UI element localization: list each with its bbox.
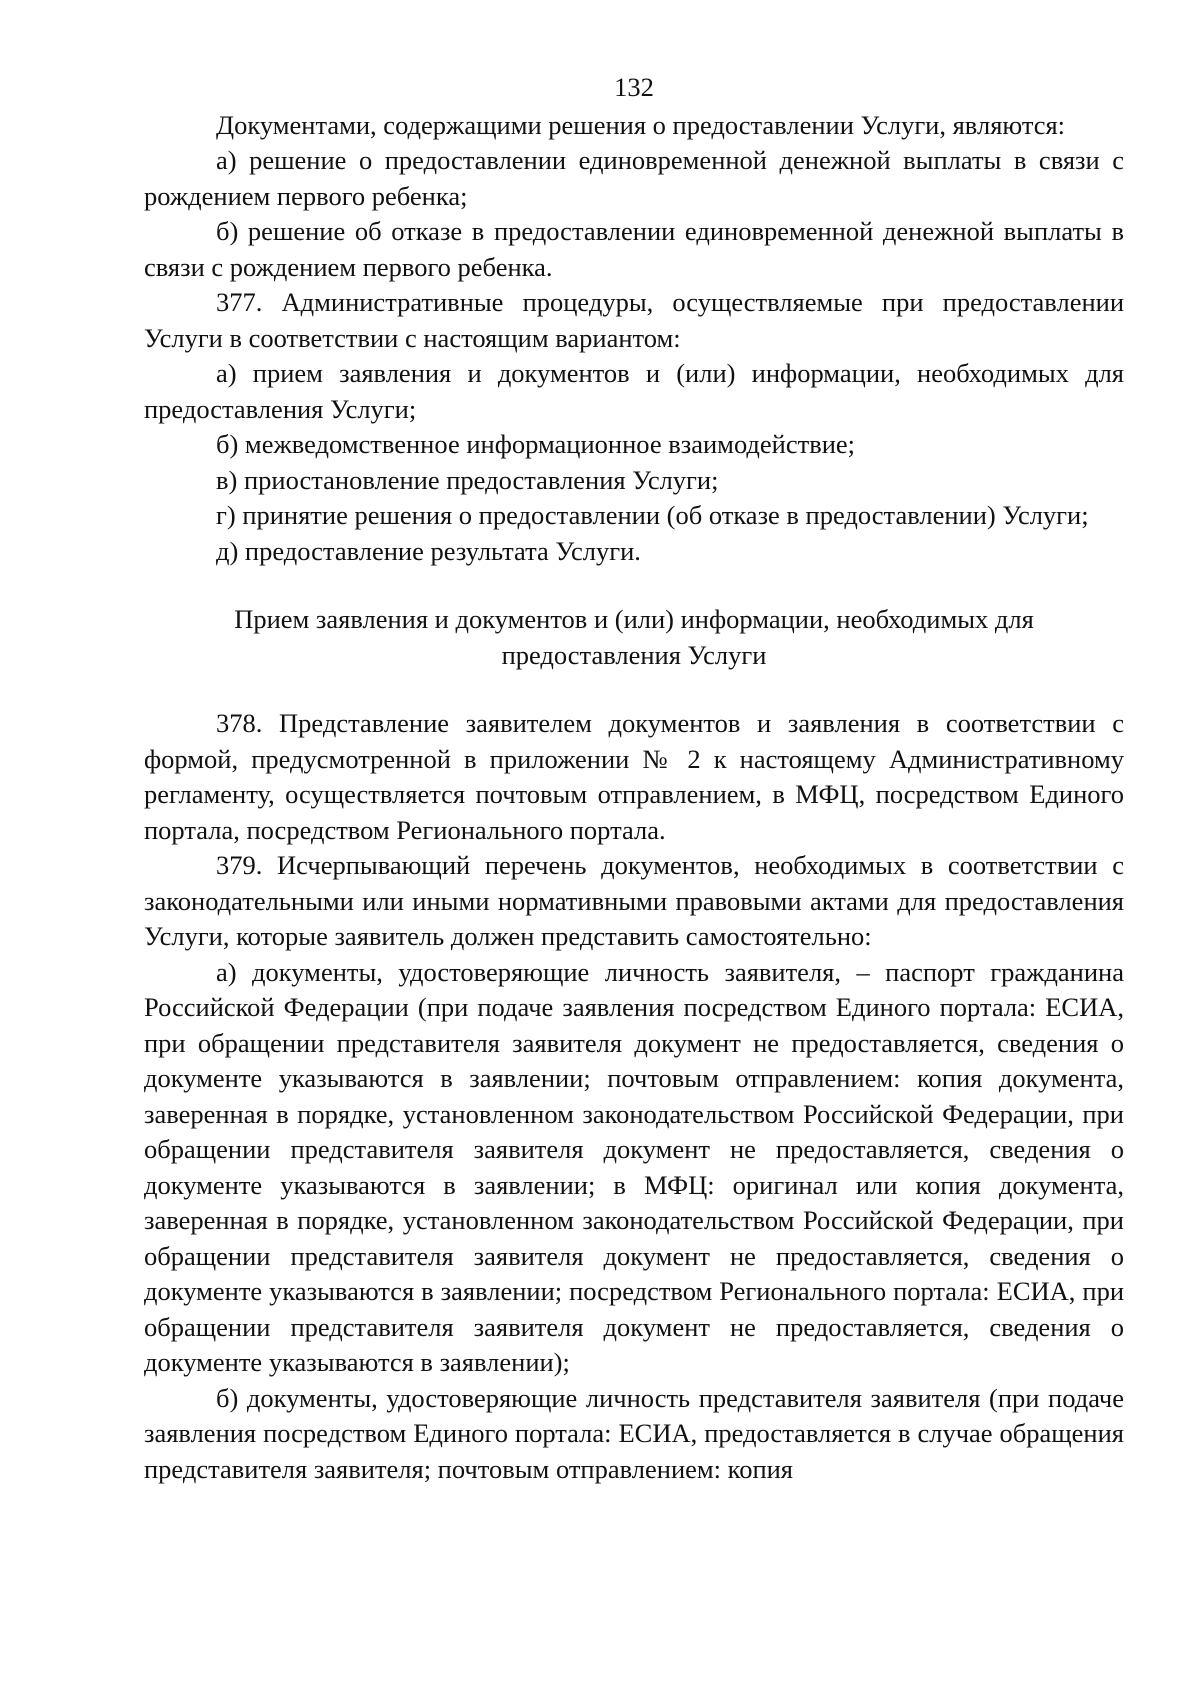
document-page <box>144 70 1124 1487</box>
paragraph-377: 377. Административные процедуры, осуществляемые при предоставлении Услуги в соответствии с настоящим вариантом: <box>144 287 1124 353</box>
paragraph-procedure-b: б) межведомственное информационное взаимодействие; <box>216 429 856 459</box>
section-heading <box>144 602 1124 673</box>
paragraph-379-item-b: б) документы, удостоверяющие личность представителя заявителя (при подаче заявления посредством Единого портала: ЕСИА, предоставляется в случае обращения представителя заявителя; почтовым отправлением: копия <box>144 1382 1124 1484</box>
paragraph-379-item-a: а) документы, удостоверяющие личность заявителя, – паспорт гражданина Российской Федерации (при подаче заявления посредством Единого портала: ЕСИА, при обращении представителя заявителя документ не предоставляется, сведения о документе указываются в заявлении; почтовым отправлением: копия документа, заверенная в порядке, установленном законодательством Российской Федерации, при обращении представителя заявителя документ не предоставляется, сведения о документе указываются в заявлении; в МФЦ: оригинал или копия документа, заверенная в порядке, установленном законодательством Российской Федерации, при обращении представителя заявителя документ не предоставляется, сведения о документе указываются в заявлении; посредством Регионального портала: ЕСИА, при обращении представителя заявителя документ не предоставляется, сведения о документе указываются в заявлении); <box>144 956 1124 1377</box>
paragraph-decision-documents: Документами, содержащими решения о предоставлении Услуги, являются: <box>216 109 1066 140</box>
paragraph-379: 379. Исчерпывающий перечень документов, необходимых в соответствии с законодательными или иными нормативными правовыми актами для предоставления Услуги, которые заявитель должен представить самостоятельно: <box>144 850 1124 951</box>
paragraph-procedure-d: г) принятие решения о предоставлении (об отказе в предоставлении) Услуги; <box>216 500 1089 530</box>
paragraph-item-a-decision: а) решение о предоставлении единовременной денежной выплаты в связи с рождением первого ребенка; <box>144 145 1124 211</box>
page-number: 132 <box>614 72 654 102</box>
paragraph-procedure-a: а) прием заявления и документов и (или) информации, необходимых для предоставления Услуги; <box>144 358 1124 424</box>
paragraph-item-b-refusal: б) решение об отказе в предоставлении единовременной денежной выплаты в связи с рождением первого ребенка. <box>144 216 1124 282</box>
section-heading-line-2: предоставления Услуги <box>501 639 767 670</box>
paragraph-procedure-c: в) приостановление предоставления Услуги; <box>216 464 719 495</box>
section-heading-line-1: Прием заявления и документов и (или) информации, необходимых для <box>234 604 1034 634</box>
paragraph-procedure-e: д) предоставление результата Услуги. <box>216 535 641 566</box>
paragraph-378: 378. Представление заявителем документов и заявления в соответствии с формой, предусмотренной в приложении № 2 к настоящему Административному регламенту, осуществляется почтовым отправлением, в МФЦ, посредством Единого портала, посредством Регионального портала. <box>144 708 1124 845</box>
